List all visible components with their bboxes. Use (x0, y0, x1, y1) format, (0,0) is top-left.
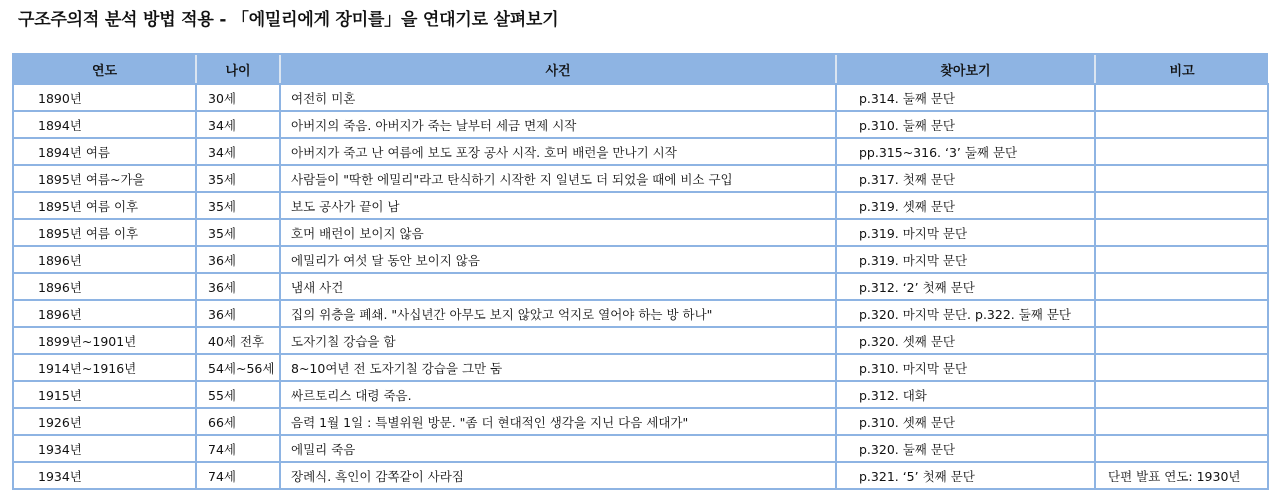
cell-event: 냄새 사건 (280, 273, 836, 300)
table-row (13, 408, 1268, 435)
cell-year: 1895년 여름 이후 (13, 219, 196, 246)
cell-note (1095, 138, 1268, 165)
cell-note (1095, 192, 1268, 219)
cell-age: 54세~56세 (196, 354, 280, 381)
table-row (13, 273, 1268, 300)
header-reference: 찾아보기 (836, 54, 1095, 84)
cell-note: 단편 발표 연도: 1930년 (1095, 462, 1268, 489)
cell-event: 싸르토리스 대령 죽음. (280, 381, 836, 408)
cell-note (1095, 246, 1268, 273)
cell-age: 36세 (196, 300, 280, 327)
cell-reference: p.310. 둘째 문단 (836, 111, 1095, 138)
table-row (13, 246, 1268, 273)
header-event: 사건 (280, 54, 836, 84)
cell-event: 도자기칠 강습을 함 (280, 327, 836, 354)
cell-reference: p.320. 둘째 문단 (836, 435, 1095, 462)
cell-age: 36세 (196, 246, 280, 273)
cell-event: 장례식. 흑인이 감쪽같이 사라짐 (280, 462, 836, 489)
table-row (13, 84, 1268, 111)
cell-reference: p.317. 첫째 문단 (836, 165, 1095, 192)
cell-reference: p.312. 대화 (836, 381, 1095, 408)
cell-event: 아버지가 죽고 난 여름에 보도 포장 공사 시작. 호머 배런을 만나기 시작 (280, 138, 836, 165)
cell-age: 74세 (196, 462, 280, 489)
cell-year: 1914년~1916년 (13, 354, 196, 381)
cell-reference: p.319. 셋째 문단 (836, 192, 1095, 219)
cell-note (1095, 84, 1268, 111)
cell-note (1095, 273, 1268, 300)
cell-reference: p.320. 셋째 문단 (836, 327, 1095, 354)
cell-year: 1894년 (13, 111, 196, 138)
cell-event: 에밀리가 여섯 달 동안 보이지 않음 (280, 246, 836, 273)
cell-reference: p.320. 마지막 문단. p.322. 둘째 문단 (836, 300, 1095, 327)
cell-year: 1899년~1901년 (13, 327, 196, 354)
cell-age: 55세 (196, 381, 280, 408)
chronology-table-container (12, 53, 1267, 490)
cell-reference: p.310. 마지막 문단 (836, 354, 1095, 381)
cell-event: 음력 1월 1일 : 특별위원 방문. "좀 더 현대적인 생각을 지닌 다음 세대가" (280, 408, 836, 435)
cell-age: 34세 (196, 138, 280, 165)
table-row (13, 138, 1268, 165)
header-age: 나이 (196, 54, 280, 84)
cell-year: 1895년 여름 이후 (13, 192, 196, 219)
cell-reference: p.314. 둘째 문단 (836, 84, 1095, 111)
cell-year: 1896년 (13, 273, 196, 300)
cell-age: 36세 (196, 273, 280, 300)
table-row (13, 354, 1268, 381)
cell-reference: p.312. ‘2’ 첫째 문단 (836, 273, 1095, 300)
cell-age: 30세 (196, 84, 280, 111)
cell-event: 아버지의 죽음. 아버지가 죽는 날부터 세금 면제 시작 (280, 111, 836, 138)
cell-reference: p.321. ‘5’ 첫째 문단 (836, 462, 1095, 489)
cell-note (1095, 111, 1268, 138)
cell-event: 에밀리 죽음 (280, 435, 836, 462)
cell-reference: pp.315~316. ‘3’ 둘째 문단 (836, 138, 1095, 165)
cell-year: 1934년 (13, 435, 196, 462)
cell-year: 1896년 (13, 246, 196, 273)
cell-note (1095, 435, 1268, 462)
cell-reference: p.319. 마지막 문단 (836, 246, 1095, 273)
table-row (13, 165, 1268, 192)
cell-year: 1934년 (13, 462, 196, 489)
cell-event: 8~10여년 전 도자기칠 강습을 그만 둠 (280, 354, 836, 381)
table-row (13, 462, 1268, 489)
cell-note (1095, 408, 1268, 435)
table-row (13, 192, 1268, 219)
cell-event: 여전히 미혼 (280, 84, 836, 111)
page-title: 구조주의적 분석 방법 적용 - 「에밀리에게 장미를」을 연대기로 살펴보기 (18, 10, 559, 30)
table-row (13, 219, 1268, 246)
cell-reference: p.319. 마지막 문단 (836, 219, 1095, 246)
header-year: 연도 (13, 54, 196, 84)
cell-year: 1890년 (13, 84, 196, 111)
cell-note (1095, 354, 1268, 381)
cell-year: 1894년 여름 (13, 138, 196, 165)
cell-year: 1915년 (13, 381, 196, 408)
table-header-row (13, 54, 1268, 84)
cell-reference: p.310. 셋째 문단 (836, 408, 1095, 435)
cell-year: 1926년 (13, 408, 196, 435)
cell-note (1095, 219, 1268, 246)
cell-note (1095, 327, 1268, 354)
table-row (13, 435, 1268, 462)
cell-note (1095, 381, 1268, 408)
table-row (13, 327, 1268, 354)
cell-year: 1895년 여름~가을 (13, 165, 196, 192)
table-row (13, 381, 1268, 408)
cell-event: 집의 위층을 폐쇄. "사십년간 아무도 보지 않았고 억지로 열어야 하는 방 하나" (280, 300, 836, 327)
cell-age: 35세 (196, 219, 280, 246)
cell-event: 사람들이 "딱한 에밀리"라고 탄식하기 시작한 지 일년도 더 되었을 때에 비소 구입 (280, 165, 836, 192)
cell-event: 호머 배런이 보이지 않음 (280, 219, 836, 246)
cell-event: 보도 공사가 끝이 남 (280, 192, 836, 219)
cell-age: 40세 전후 (196, 327, 280, 354)
cell-year: 1896년 (13, 300, 196, 327)
chronology-table (12, 53, 1269, 490)
cell-age: 34세 (196, 111, 280, 138)
cell-age: 35세 (196, 165, 280, 192)
table-row (13, 300, 1268, 327)
cell-note (1095, 165, 1268, 192)
cell-note (1095, 300, 1268, 327)
header-note: 비고 (1095, 54, 1268, 84)
cell-age: 66세 (196, 408, 280, 435)
cell-age: 35세 (196, 192, 280, 219)
table-row (13, 111, 1268, 138)
cell-age: 74세 (196, 435, 280, 462)
